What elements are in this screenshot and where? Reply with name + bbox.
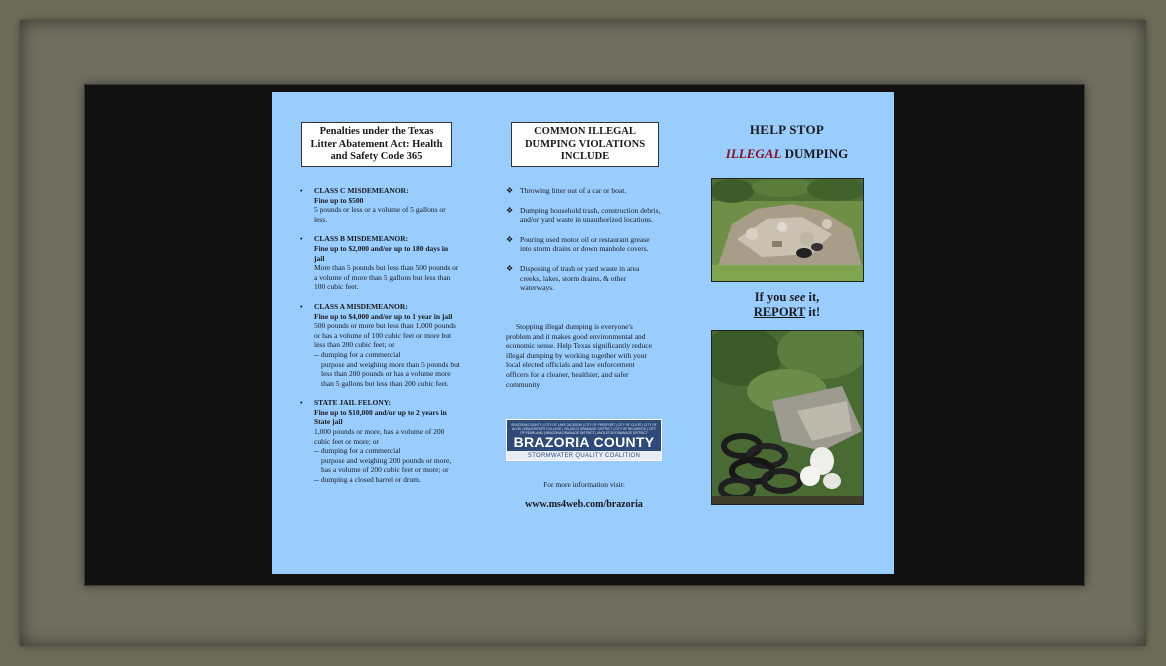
penalty-sub-detail: purpose and weighing more than 5 pounds but less than 200 pounds or has a volume more than 5 gallons but less than 200 cubic feet. (321, 359, 460, 388)
list-item (300, 234, 460, 292)
report-word: REPORT (753, 305, 806, 319)
tire-dump-photo (711, 330, 864, 505)
diamond-bullet-icon: ❖ (506, 205, 514, 215)
brochure (272, 92, 894, 574)
penalty-desc: 5 pounds or less or a volume of 5 gallons or less. (314, 205, 446, 224)
penalties-list (300, 186, 460, 495)
penalty-fine: Fine up to $4,000 and/or up to 1 year in jail (314, 311, 453, 321)
list-item (506, 264, 662, 293)
penalties-heading: Penalties under the Texas Litter Abatement Act: Health and Safety Code 365 (301, 122, 452, 167)
dump-site-photo (711, 178, 864, 282)
penalty-desc: More than 5 pounds but less than 500 pounds or a volume of more than 5 gallons but less than 100 cubic feet. (314, 263, 459, 292)
penalty-fine: Fine up to $10,000 and/or up to 2 years in State jail (314, 407, 447, 427)
see-word: see (789, 290, 806, 304)
penalty-desc: 500 pounds or more but less than 1,000 pounds or has a volume of 100 cubic feet or more but less than 200 cubic feet; or (314, 321, 456, 350)
violations-heading: COMMON ILLEGAL DUMPING VIOLATIONS INCLUDE (511, 122, 659, 167)
if-you-see-it (712, 290, 862, 305)
penalty-fine: Fine up to $500 (314, 195, 364, 205)
penalty-class: CLASS B MISDEMEANOR: (314, 234, 409, 244)
bullet-icon: • (300, 234, 303, 244)
bullet-icon: • (300, 186, 303, 195)
penalty-class: CLASS C MISDEMEANOR: (314, 186, 409, 195)
list-item (506, 206, 662, 225)
dumping-word: DUMPING (784, 146, 849, 161)
list-item (300, 186, 460, 224)
logo-coalition: STORMWATER QUALITY COALITION (527, 453, 641, 459)
violation-text: Disposing of trash or yard waste in area creeks, lakes, storm drains, & other waterways. (520, 263, 640, 293)
diamond-bullet-icon: ❖ (506, 263, 514, 273)
bullet-icon: • (300, 301, 303, 311)
logo-county-name: BRAZORIA COUNTY (513, 434, 655, 450)
penalty-fine: Fine up to $2,000 and/or up to 180 days in jail (314, 243, 449, 263)
illegal-dumping-title (712, 146, 862, 162)
report-it (712, 305, 862, 320)
penalty-desc: 1,000 pounds or more, has a volume of 200 cubic feet or more; or (314, 427, 445, 446)
help-stop-title: HELP STOP (749, 122, 825, 137)
violation-text: Dumping household trash, construction debris, and/or yard waste in unauthorized locations. (520, 205, 661, 225)
if-you-text: If you (754, 290, 787, 304)
info-label: For more information visit: (543, 480, 625, 489)
website-link[interactable]: www.ms4web.com/brazoria (525, 499, 643, 510)
bullet-icon: • (300, 398, 303, 408)
diamond-bullet-icon: ❖ (506, 186, 514, 195)
body-paragraph: Stopping illegal dumping is everyone's problem and it makes good environmental and economic sense. Help Texas significantly reduce illegal dumping by working together with your local elected officials and law enforcement officers for a cleaner, healthier, and safer community (506, 322, 652, 389)
list-item (300, 398, 460, 484)
it-excl-text: it! (808, 305, 821, 319)
penalty-sub: -- dumping for a commercial (314, 446, 401, 456)
penalty-sub-detail: purpose and weighing 200 pounds or more, has a volume of 200 cubic feet or more; or (321, 455, 452, 475)
logo-partner-cities: BRAZORIA COUNTY | CITY OF LAKE JACKSON | CITY OF FREEPORT | CITY OF CLUTE | CITY OF ALVIN | BRAZOSPORT COLLEGE | VELASCO DRAINAGE DISTRICT | CITY OF RICHWOOD | CITY OF PEARLAND | BRAZORIA DRAINAGE DISTRICT | ANGLETON DRAINAGE DISTRICT (511, 423, 657, 435)
illegal-word: ILLEGAL (725, 146, 782, 161)
list-item (506, 235, 662, 254)
penalty-sub: -- dumping a closed barrel or drum. (314, 475, 421, 485)
violation-text: Throwing litter out of a car or boat. (520, 186, 627, 195)
brazoria-county-logo (506, 419, 662, 461)
violation-text: Pouring used motor oil or restaurant grease into storm drains or down manhole covers. (520, 234, 650, 254)
list-item (300, 302, 460, 388)
violations-list (506, 186, 662, 303)
list-item (506, 186, 662, 196)
diamond-bullet-icon: ❖ (506, 234, 514, 244)
penalty-class: CLASS A MISDEMEANOR: (314, 301, 408, 311)
it-comma-text: it, (808, 290, 820, 304)
penalty-sub: -- dumping for a commercial (314, 349, 401, 359)
penalty-class: STATE JAIL FELONY: (314, 398, 391, 408)
